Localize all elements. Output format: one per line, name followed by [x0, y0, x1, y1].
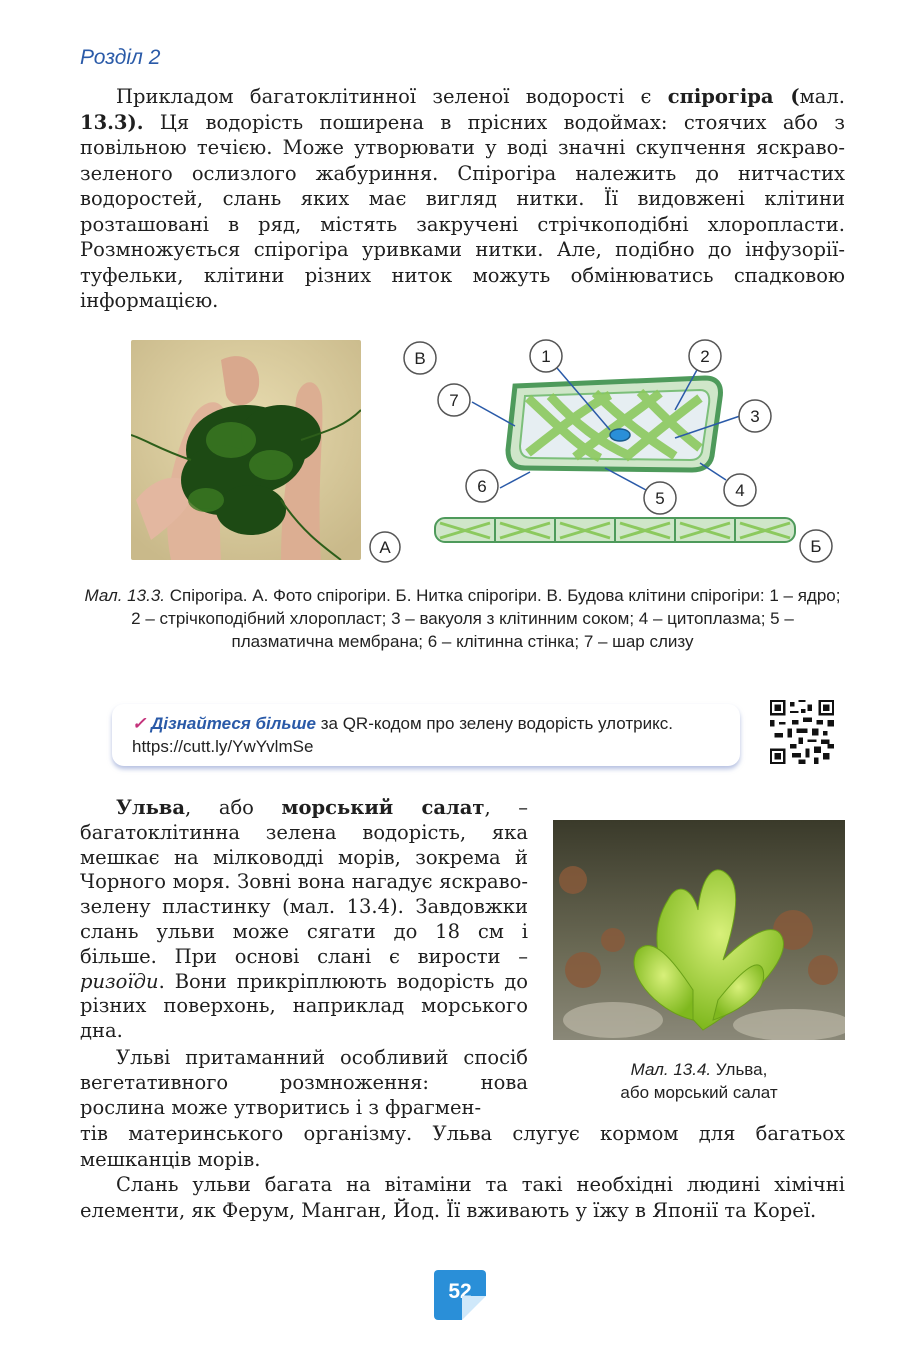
- caption-label: Мал. 13.4.: [630, 1060, 712, 1079]
- label-2: 2: [700, 347, 710, 366]
- filament: [435, 518, 795, 542]
- learn-more-body[interactable]: за QR-кодом про зелену водорість улотрикс. https://cutt.ly/YwYvlmSe: [132, 714, 673, 756]
- paragraph-vitamins: Слань ульви багата на вітаміни та такі необхідні людині хімічні елементи, як Ферум, Манган, Йод. Її вживають у їжу в Японії та Кореї.: [80, 1173, 845, 1222]
- label-a: А: [379, 538, 391, 557]
- paragraph-ulva: [80, 796, 528, 1044]
- label-5: 5: [655, 489, 665, 508]
- label-a-marker: [368, 530, 402, 564]
- spirogyra-photo: [131, 340, 361, 560]
- text: , або: [185, 796, 282, 819]
- text: Прикладом багатоклітинної зеленої водорості є: [116, 85, 668, 108]
- term-spirogyra: спірогіра (: [667, 85, 800, 108]
- label-b: Б: [810, 537, 822, 556]
- label-1: 1: [541, 347, 551, 366]
- figure-13-4-caption: [553, 1058, 845, 1104]
- qr-code-icon[interactable]: [770, 700, 834, 764]
- figure-ref: 13.3).: [80, 110, 144, 134]
- label-4: 4: [735, 481, 745, 500]
- text: мал.: [799, 85, 846, 108]
- label-6: 6: [477, 477, 487, 496]
- page-number: 52: [434, 1270, 486, 1320]
- caption-label: Мал. 13.3.: [84, 586, 165, 605]
- term-ulva: Ульва: [116, 796, 185, 819]
- spirogyra-diagram: [400, 338, 850, 568]
- text: , – багатоклітинна зелена водорість, яка мешкає на мілководді морів, зокрема й Чорного моря. Зовні вона нагадує яскраво-зелену пластинку (мал. 13.4). Завдовжки слань ульви може сягати до 18 см і більше. При основі слані є вирости –: [80, 796, 529, 968]
- label-v: В: [414, 349, 426, 368]
- caption-line-1: Ульва,: [711, 1060, 768, 1079]
- label-3: 3: [750, 407, 760, 426]
- paragraph-spirogyra: [80, 84, 845, 314]
- caption-line-2: або морський салат: [620, 1083, 778, 1102]
- learn-more-heading: Дізнайтеся більше: [150, 714, 316, 733]
- check-icon: ✓: [132, 714, 147, 733]
- text: . Вони прикріплюють водорість до різних поверхонь, наприклад морського дна.: [80, 969, 528, 1043]
- figure-13-3-caption: [80, 584, 845, 653]
- learn-more-text: [132, 712, 732, 758]
- term-rhizoids: ризоїди: [80, 969, 159, 993]
- section-label: Розділ 2: [80, 46, 161, 69]
- ulva-photo: [553, 820, 845, 1040]
- text: Ця водорість поширена в прісних водоймах: стоячих або з повільною течією. Може утворювати у воді значні скупчення яскраво-зеленого ослизлого жабуриння. Спірогіра належить до нитчастих водоростей, слань яких має вигляд нитки. Її видовжені клітини розташовані в ряд, містять закручені стрічкоподібні хлоропласти. Розмножується спірогіра уривками нитки. Але, подібно до інфузорії-туфельки, клітини різних ниток можуть обмінюватись спадковою інформацією.: [80, 110, 845, 312]
- paragraph-food: тів материнського організму. Ульва слугує кормом для багатьох мешканців морів.: [80, 1122, 845, 1171]
- label-7: 7: [449, 391, 459, 410]
- paragraph-reproduction: Ульві притаманний особливий спосіб вегетативного розмноження: нова рослина може утворитись і з фрагмен-: [80, 1046, 528, 1119]
- learn-more-box: [112, 704, 740, 766]
- caption-text: Спірогіра. А. Фото спірогіри. Б. Нитка спірогіри. В. Будова клітини спірогіри: 1 – ядро; 2 – стрічкоподібний хлоропласт; 3 – вакуоля з клітинним соком; 4 – цитоплазма; 5 – плазматична мембрана; 6 – клітинна стінка; 7 – шар слизу: [131, 586, 841, 651]
- term-sea-lettuce: морський салат: [281, 796, 485, 819]
- cell-structure: [508, 378, 720, 470]
